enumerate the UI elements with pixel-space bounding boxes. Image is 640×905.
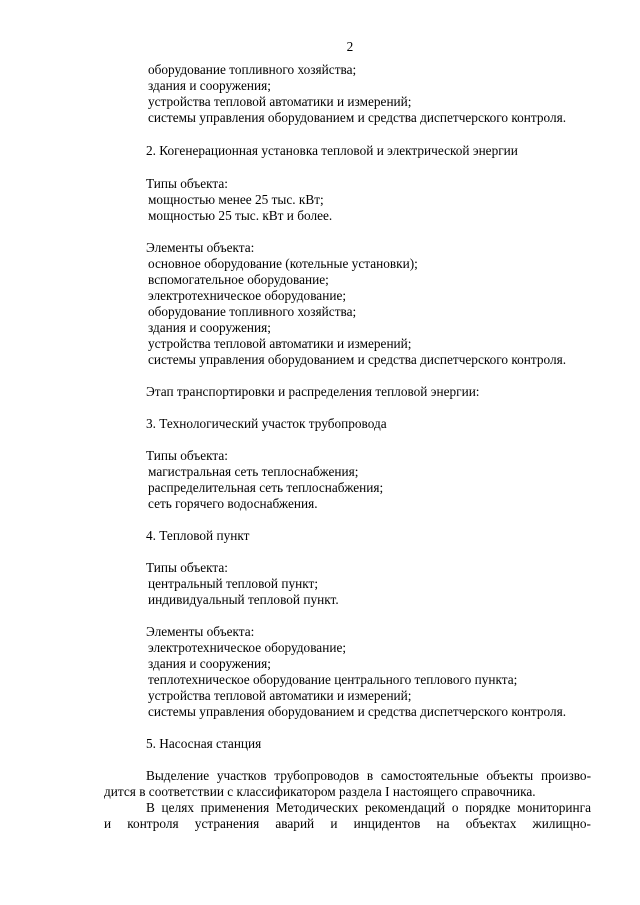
list-item: системы управления оборудованием и средства диспетчерского контроля. — [148, 352, 567, 367]
list-item: здания и сооружения; — [148, 78, 271, 93]
list-item: вспомогательное оборудование; — [148, 272, 329, 287]
list-item: мощностью менее 25 тыс. кВт; — [148, 192, 324, 207]
section-heading: 2. Когенерационная установка тепловой и электрической энергии — [146, 143, 518, 158]
list-item: основное оборудование (котельные установки); — [148, 256, 418, 271]
paragraph-line: и контроля устранения аварий и инцидентов на объектах жилищно- — [104, 816, 591, 831]
list-item: распределительная сеть теплоснабжения; — [148, 480, 384, 495]
list-item: сеть горячего водоснабжения. — [148, 496, 318, 511]
section-heading: 4. Тепловой пункт — [146, 528, 250, 543]
stage-heading: Этап транспортировки и распределения тепловой энергии: — [146, 384, 480, 399]
list-item: устройства тепловой автоматики и измерений; — [148, 688, 412, 703]
list-item: магистральная сеть теплоснабжения; — [148, 464, 359, 479]
types-label: Типы объекта: — [146, 448, 228, 463]
list-item: устройства тепловой автоматики и измерений; — [148, 94, 412, 109]
list-item: электротехническое оборудование; — [148, 288, 347, 303]
list-item: центральный тепловой пункт; — [148, 576, 319, 591]
list-item: здания и сооружения; — [148, 320, 271, 335]
list-item: оборудование топливного хозяйства; — [148, 304, 357, 319]
list-item: устройства тепловой автоматики и измерений; — [148, 336, 412, 351]
list-item: системы управления оборудованием и средства диспетчерского контроля. — [148, 110, 567, 125]
types-label: Типы объекта: — [146, 176, 228, 191]
list-item: электротехническое оборудование; — [148, 640, 347, 655]
elements-label: Элементы объекта: — [146, 240, 255, 255]
list-item: теплотехническое оборудование центрального теплового пункта; — [148, 672, 518, 687]
list-item: здания и сооружения; — [148, 656, 271, 671]
section-heading: 3. Технологический участок трубопровода — [146, 416, 387, 431]
list-item: оборудование топливного хозяйства; — [148, 62, 357, 77]
paragraph-line: Выделение участков трубопроводов в самостоятельные объекты произво- — [146, 768, 591, 783]
section-heading: 5. Насосная станция — [146, 736, 262, 751]
list-item: мощностью 25 тыс. кВт и более. — [148, 208, 333, 223]
paragraph-line: дится в соответствии с классификатором раздела I настоящего справочника. — [104, 784, 536, 799]
list-item: индивидуальный тепловой пункт. — [148, 592, 339, 607]
types-label: Типы объекта: — [146, 560, 228, 575]
page-number: 2 — [346, 39, 354, 54]
paragraph-line: В целях применения Методических рекомендаций о порядке мониторинга — [146, 800, 591, 815]
list-item: системы управления оборудованием и средства диспетчерского контроля. — [148, 704, 567, 719]
elements-label: Элементы объекта: — [146, 624, 255, 639]
